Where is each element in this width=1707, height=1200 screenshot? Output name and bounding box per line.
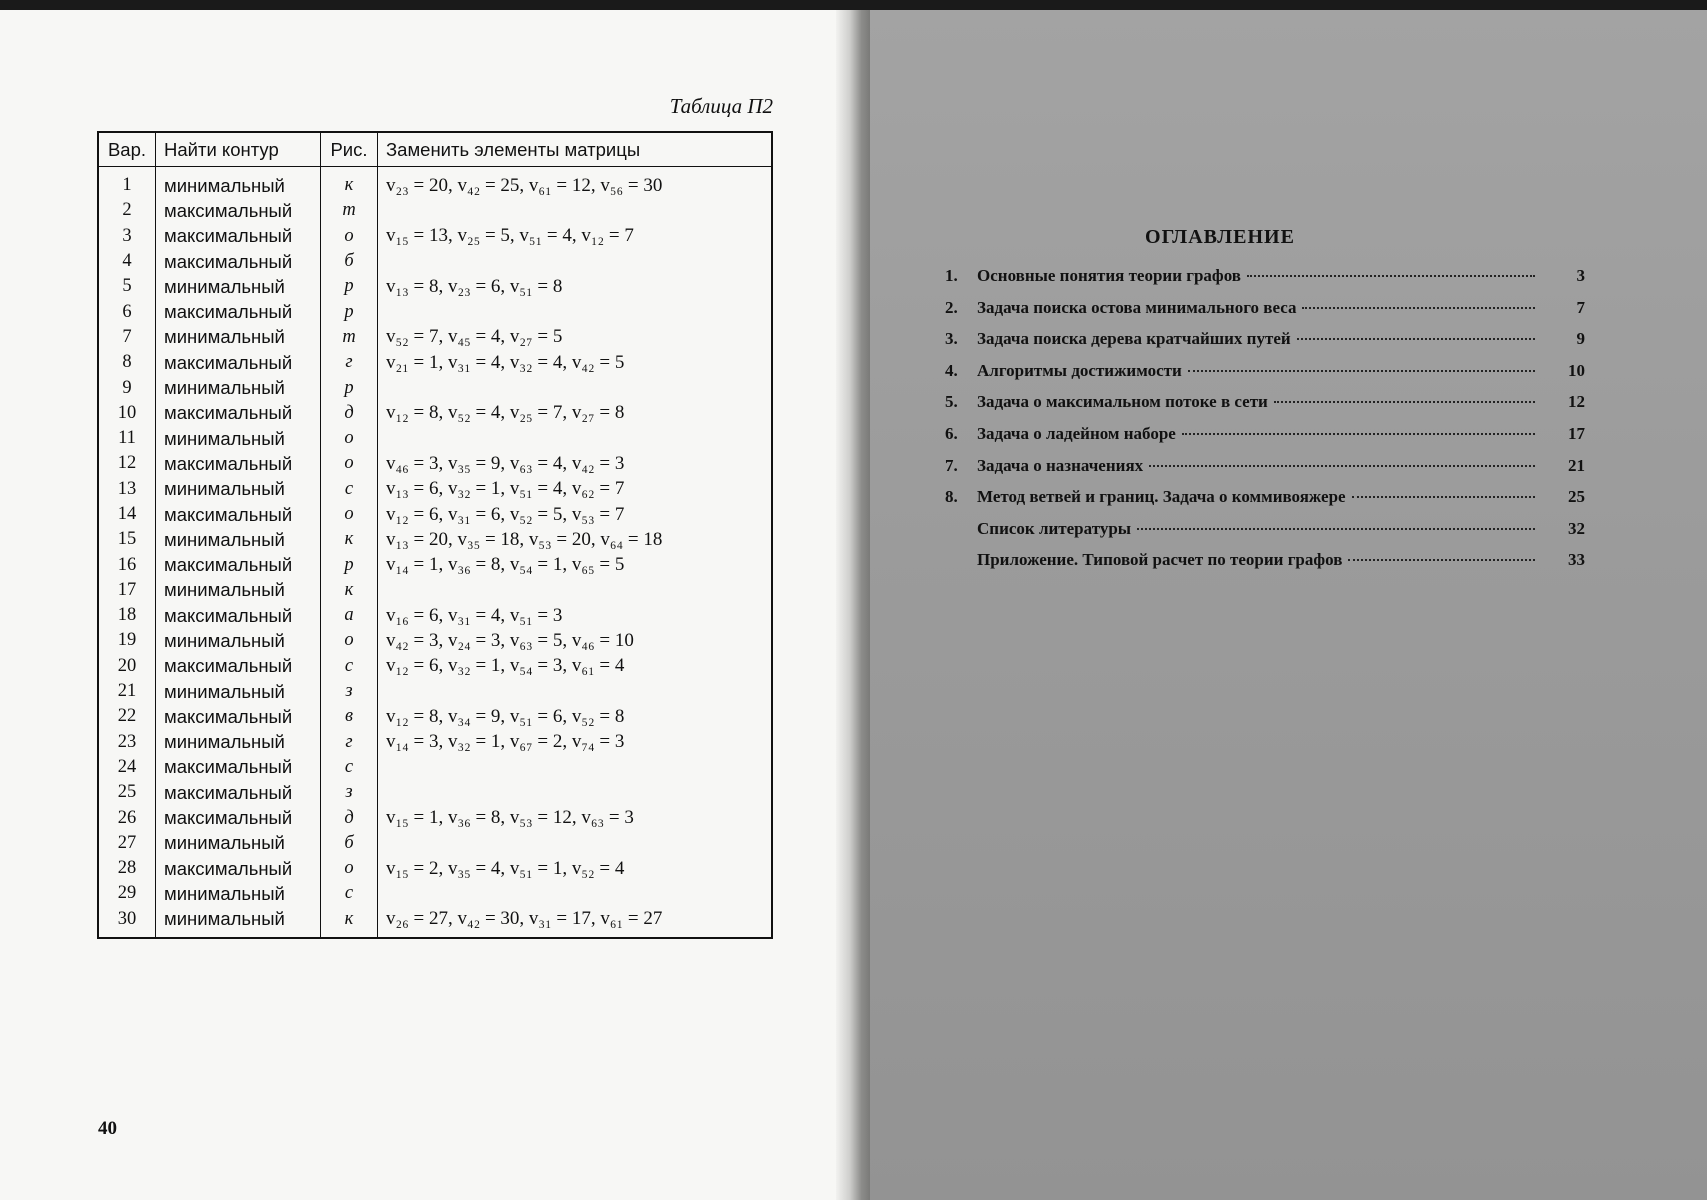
row-replace <box>378 881 773 906</box>
row-mode: минимальный <box>156 679 321 704</box>
table-of-contents <box>945 266 1585 582</box>
row-replace <box>378 299 773 324</box>
row-mode: максимальный <box>156 755 321 780</box>
row-replace: v₁₂ = 8, v₅₂ = 4, v₂₅ = 7, v₂₇ = 8 <box>378 401 773 426</box>
table-row <box>98 578 772 603</box>
row-replace: v₁₂ = 8, v₃₄ = 9, v₅₁ = 6, v₅₂ = 8 <box>378 704 773 729</box>
row-replace: v₁₃ = 8, v₂₃ = 6, v₅₁ = 8 <box>378 274 773 299</box>
header-replace: Заменить элементы матрицы <box>378 132 773 167</box>
row-mode: минимальный <box>156 730 321 755</box>
row-variant: 17 <box>98 578 156 603</box>
table-row <box>98 755 772 780</box>
row-mode: минимальный <box>156 628 321 653</box>
row-figure: б <box>321 249 378 274</box>
row-replace: v₄₆ = 3, v₃₅ = 9, v₆₃ = 4, v₄₂ = 3 <box>378 451 773 476</box>
row-variant: 11 <box>98 426 156 451</box>
toc-entry-title: Задача поиска дерева кратчайших путей <box>977 329 1291 349</box>
row-replace <box>378 578 773 603</box>
toc-heading: ОГЛАВЛЕНИЕ <box>1145 226 1295 248</box>
toc-entry-page: 10 <box>1568 360 1585 380</box>
toc-entry-number: 6. <box>945 423 958 443</box>
header-figure: Рис. <box>321 132 378 167</box>
row-figure: з <box>321 679 378 704</box>
toc-entry <box>945 329 1585 361</box>
row-mode: максимальный <box>156 603 321 628</box>
row-variant: 24 <box>98 755 156 780</box>
row-figure: к <box>321 527 378 552</box>
row-variant: 20 <box>98 654 156 679</box>
row-replace: v₁₅ = 13, v₂₅ = 5, v₅₁ = 4, v₁₂ = 7 <box>378 224 773 249</box>
row-figure: в <box>321 704 378 729</box>
row-figure: о <box>321 426 378 451</box>
toc-entry-title: Метод ветвей и границ. Задача о коммивояжере <box>977 487 1346 507</box>
row-replace: v₅₂ = 7, v₄₅ = 4, v₂₇ = 5 <box>378 325 773 350</box>
row-mode: минимальный <box>156 325 321 350</box>
row-figure: с <box>321 755 378 780</box>
row-mode: минимальный <box>156 375 321 400</box>
row-figure: о <box>321 856 378 881</box>
row-replace <box>378 679 773 704</box>
toc-entry-number: 4. <box>945 360 958 380</box>
row-figure: с <box>321 654 378 679</box>
row-figure: г <box>321 350 378 375</box>
toc-leader-dots <box>1302 307 1535 309</box>
row-variant: 23 <box>98 730 156 755</box>
row-variant: 12 <box>98 451 156 476</box>
row-mode: максимальный <box>156 401 321 426</box>
row-mode: минимальный <box>156 881 321 906</box>
row-replace: v₁₃ = 6, v₃₂ = 1, v₅₁ = 4, v₆₂ = 7 <box>378 477 773 502</box>
toc-entry-number: 2. <box>945 297 958 317</box>
toc-entry <box>945 266 1585 298</box>
row-variant: 6 <box>98 299 156 324</box>
header-mode: Найти контур <box>156 132 321 167</box>
toc-entry <box>945 519 1585 551</box>
row-mode: максимальный <box>156 552 321 577</box>
toc-entry-title: Алгоритмы достижимости <box>977 360 1182 380</box>
table-row <box>98 628 772 653</box>
toc-entry <box>945 298 1585 330</box>
table-row <box>98 477 772 502</box>
table-row <box>98 552 772 577</box>
row-mode: максимальный <box>156 654 321 679</box>
table-row <box>98 451 772 476</box>
row-variant: 14 <box>98 502 156 527</box>
toc-entry <box>945 456 1585 488</box>
toc-entry-title: Задача поиска остова минимального веса <box>977 297 1297 317</box>
row-mode: максимальный <box>156 224 321 249</box>
row-variant: 9 <box>98 375 156 400</box>
row-replace <box>378 426 773 451</box>
row-figure: о <box>321 224 378 249</box>
toc-leader-dots <box>1137 528 1535 530</box>
row-figure: с <box>321 881 378 906</box>
toc-entry <box>945 361 1585 393</box>
toc-leader-dots <box>1247 275 1535 277</box>
toc-leader-dots <box>1274 401 1535 403</box>
row-figure: р <box>321 375 378 400</box>
row-variant: 15 <box>98 527 156 552</box>
table-row <box>98 350 772 375</box>
table-row <box>98 679 772 704</box>
row-replace: v₁₅ = 1, v₃₆ = 8, v₅₃ = 12, v₆₃ = 3 <box>378 805 773 830</box>
header-variant: Вар. <box>98 132 156 167</box>
row-replace <box>378 831 773 856</box>
row-replace: v₄₂ = 3, v₂₄ = 3, v₆₃ = 5, v₄₆ = 10 <box>378 628 773 653</box>
table-row <box>98 527 772 552</box>
table-row <box>98 856 772 881</box>
table-row <box>98 325 772 350</box>
table-caption: Таблица П2 <box>669 94 773 118</box>
row-figure: к <box>321 907 378 938</box>
row-mode: минимальный <box>156 831 321 856</box>
row-mode: максимальный <box>156 451 321 476</box>
row-variant: 4 <box>98 249 156 274</box>
toc-leader-dots <box>1149 465 1535 467</box>
row-replace <box>378 249 773 274</box>
row-figure: р <box>321 274 378 299</box>
row-variant: 1 <box>98 167 156 199</box>
row-mode: максимальный <box>156 198 321 223</box>
row-variant: 29 <box>98 881 156 906</box>
table-row <box>98 907 772 938</box>
toc-entry-page: 25 <box>1568 487 1585 507</box>
row-variant: 27 <box>98 831 156 856</box>
row-figure: д <box>321 401 378 426</box>
row-replace <box>378 375 773 400</box>
row-mode: минимальный <box>156 274 321 299</box>
toc-entry-title: Приложение. Типовой расчет по теории графов <box>977 550 1343 570</box>
row-replace <box>378 755 773 780</box>
row-mode: максимальный <box>156 299 321 324</box>
row-replace: v₁₄ = 3, v₃₂ = 1, v₆₇ = 2, v₇₄ = 3 <box>378 730 773 755</box>
table-row <box>98 249 772 274</box>
row-variant: 10 <box>98 401 156 426</box>
row-mode: максимальный <box>156 350 321 375</box>
row-figure: т <box>321 198 378 223</box>
row-replace: v₁₂ = 6, v₃₂ = 1, v₅₄ = 3, v₆₁ = 4 <box>378 654 773 679</box>
row-variant: 18 <box>98 603 156 628</box>
toc-leader-dots <box>1188 370 1535 372</box>
table-row <box>98 401 772 426</box>
row-figure: а <box>321 603 378 628</box>
table-row <box>98 375 772 400</box>
row-variant: 5 <box>98 274 156 299</box>
toc-entry-page: 21 <box>1568 455 1585 475</box>
table-row <box>98 654 772 679</box>
row-mode: минимальный <box>156 167 321 199</box>
row-figure: о <box>321 628 378 653</box>
right-page <box>860 10 1707 1200</box>
toc-entry <box>945 424 1585 456</box>
table-row <box>98 831 772 856</box>
toc-entry-page: 12 <box>1568 392 1585 412</box>
row-figure: б <box>321 831 378 856</box>
toc-entry-page: 7 <box>1576 297 1585 317</box>
table-row <box>98 805 772 830</box>
toc-entry-number: 1. <box>945 266 958 285</box>
row-variant: 25 <box>98 780 156 805</box>
toc-entry-title: Задача о ладейном наборе <box>977 423 1176 443</box>
row-figure: о <box>321 451 378 476</box>
toc-entry <box>945 392 1585 424</box>
row-replace: v₂₁ = 1, v₃₁ = 4, v₃₂ = 4, v₄₂ = 5 <box>378 350 773 375</box>
table-header-row <box>98 132 772 167</box>
row-variant: 2 <box>98 198 156 223</box>
toc-entry-page: 9 <box>1576 329 1585 349</box>
toc-entry-number: 3. <box>945 329 958 349</box>
table-row <box>98 274 772 299</box>
row-mode: максимальный <box>156 805 321 830</box>
row-mode: минимальный <box>156 578 321 603</box>
row-replace <box>378 198 773 223</box>
row-figure: д <box>321 805 378 830</box>
row-figure: р <box>321 552 378 577</box>
table-row <box>98 603 772 628</box>
row-variant: 13 <box>98 477 156 502</box>
row-figure: к <box>321 578 378 603</box>
toc-entry-number: 7. <box>945 455 958 475</box>
row-figure: г <box>321 730 378 755</box>
toc-entry-page: 3 <box>1576 266 1585 285</box>
row-variant: 8 <box>98 350 156 375</box>
row-replace: v₁₂ = 6, v₃₁ = 6, v₅₂ = 5, v₅₃ = 7 <box>378 502 773 527</box>
row-replace: v₁₄ = 1, v₃₆ = 8, v₅₄ = 1, v₆₅ = 5 <box>378 552 773 577</box>
row-mode: максимальный <box>156 249 321 274</box>
row-figure: о <box>321 502 378 527</box>
row-mode: минимальный <box>156 907 321 938</box>
toc-entry-number: 5. <box>945 392 958 412</box>
row-variant: 30 <box>98 907 156 938</box>
row-variant: 16 <box>98 552 156 577</box>
page-number: 40 <box>98 1118 117 1139</box>
toc-entry-number: 8. <box>945 487 958 507</box>
row-mode: максимальный <box>156 780 321 805</box>
row-mode: минимальный <box>156 477 321 502</box>
row-variant: 26 <box>98 805 156 830</box>
row-replace: v₂₆ = 27, v₄₂ = 30, v₃₁ = 17, v₆₁ = 27 <box>378 907 773 938</box>
row-replace: v₁₅ = 2, v₃₅ = 4, v₅₁ = 1, v₅₂ = 4 <box>378 856 773 881</box>
toc-entry-page: 17 <box>1568 423 1585 443</box>
toc-entry-page: 32 <box>1568 518 1585 538</box>
row-variant: 7 <box>98 325 156 350</box>
row-mode: минимальный <box>156 426 321 451</box>
toc-entry <box>945 487 1585 519</box>
toc-entry-title: Задача о максимальном потоке в сети <box>977 392 1268 412</box>
table-row <box>98 198 772 223</box>
row-variant: 28 <box>98 856 156 881</box>
row-figure: т <box>321 325 378 350</box>
row-variant: 19 <box>98 628 156 653</box>
row-variant: 21 <box>98 679 156 704</box>
toc-leader-dots <box>1297 338 1535 340</box>
left-page <box>0 10 848 1200</box>
toc-leader-dots <box>1352 496 1535 498</box>
row-variant: 22 <box>98 704 156 729</box>
table-row <box>98 426 772 451</box>
table-row <box>98 881 772 906</box>
table-body <box>98 167 772 938</box>
row-mode: минимальный <box>156 527 321 552</box>
row-mode: максимальный <box>156 704 321 729</box>
toc-entry-title: Задача о назначениях <box>977 455 1144 475</box>
toc-leader-dots <box>1182 433 1535 435</box>
row-figure: с <box>321 477 378 502</box>
table-row <box>98 704 772 729</box>
table-row <box>98 167 772 199</box>
variants-table <box>97 131 773 939</box>
row-replace: v₁₆ = 6, v₃₁ = 4, v₅₁ = 3 <box>378 603 773 628</box>
row-mode: максимальный <box>156 856 321 881</box>
toc-entry-title: Основные понятия теории графов <box>977 266 1241 285</box>
book-gutter <box>836 10 870 1200</box>
table-row <box>98 730 772 755</box>
row-figure: р <box>321 299 378 324</box>
toc-entry <box>945 550 1585 582</box>
row-replace: v₁₃ = 20, v₃₅ = 18, v₅₃ = 20, v₆₄ = 18 <box>378 527 773 552</box>
row-figure: к <box>321 167 378 199</box>
row-replace <box>378 780 773 805</box>
table-row <box>98 224 772 249</box>
row-replace: v₂₃ = 20, v₄₂ = 25, v₆₁ = 12, v₅₆ = 30 <box>378 167 773 199</box>
row-mode: максимальный <box>156 502 321 527</box>
table-row <box>98 780 772 805</box>
toc-entry-title: Список литературы <box>977 518 1132 538</box>
table-row <box>98 502 772 527</box>
toc-entry-page: 33 <box>1568 550 1585 570</box>
toc-leader-dots <box>1348 559 1535 561</box>
row-variant: 3 <box>98 224 156 249</box>
row-figure: з <box>321 780 378 805</box>
table-row <box>98 299 772 324</box>
